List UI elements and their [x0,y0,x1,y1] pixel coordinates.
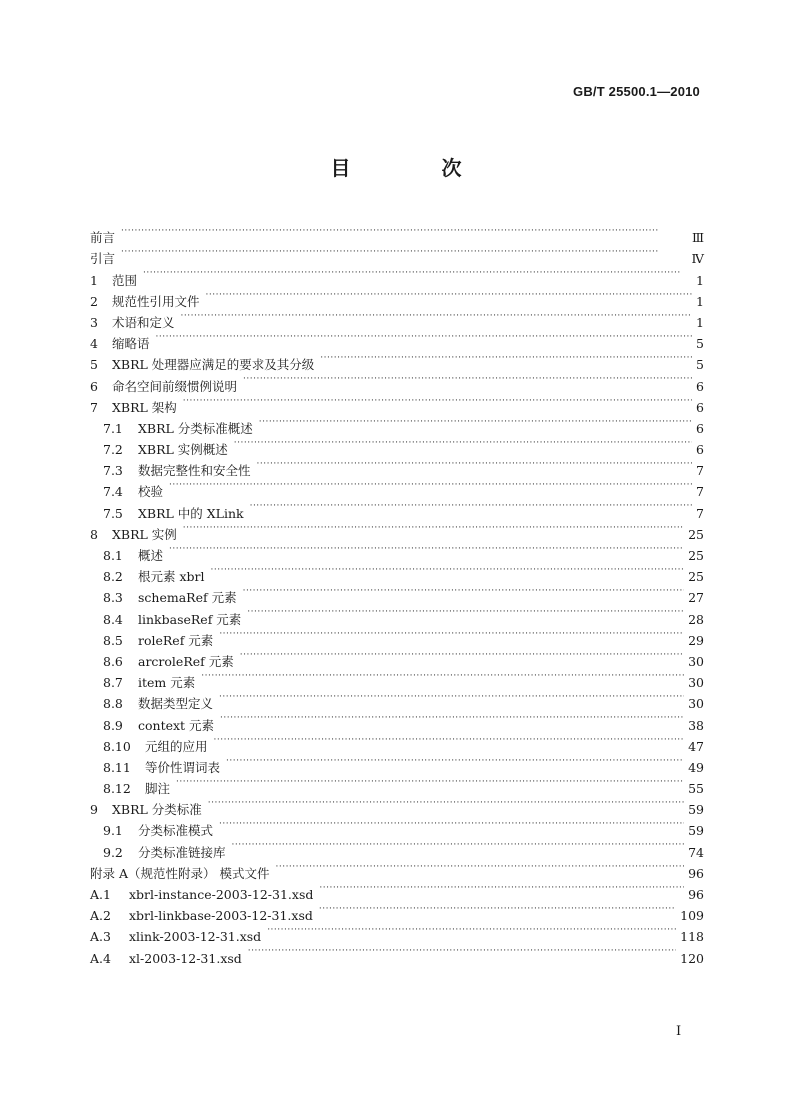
toc-entry-label: schemaRef 元素 [138,590,237,606]
toc-entry-page: 29 [688,632,704,648]
dot-leader [183,391,692,412]
dot-leader [243,581,685,602]
toc-entry-label: arcroleRef 元素 [138,653,234,669]
toc-entry-page: 96 [688,887,704,902]
toc-entry[interactable] [90,306,704,330]
toc-entry-label: XBRL 实例概述 [138,442,228,458]
toc-entry-label: 根元素 xbrl [138,569,205,585]
toc-entry-label: 概述 [138,548,164,563]
toc-entry[interactable] [90,793,704,818]
dot-leader [267,920,676,941]
toc-entry-label: XBRL 实例 [112,526,177,542]
toc-entry-label: 分类标准链接库 [138,844,226,860]
toc-entry-number: 9.1 [103,823,123,839]
toc-entry-number: 9 [90,802,98,818]
dot-leader [121,221,688,242]
toc-entry-page: 120 [680,950,704,966]
dot-leader [275,857,684,878]
toc-entry-label: 等价性谓词表 [145,759,221,775]
dot-leader [248,941,676,962]
toc-entry[interactable] [90,539,704,563]
toc-entry-page: 6 [696,420,704,436]
toc-entry-page: 59 [688,802,704,818]
toc-entry-number: 8.8 [103,696,123,712]
dot-leader [206,285,692,306]
toc-entry-label: 附录 A（规范性附录） 模式文件 [90,865,270,881]
toc-entry-label: 前言 [90,230,116,246]
toc-entry[interactable] [90,348,704,373]
toc-entry-page: 30 [688,696,704,712]
toc-entry-label: XBRL 处理器应满足的要求及其分级 [112,357,315,373]
toc-entry-number: A.1 [90,887,111,902]
toc-entry-number: 7.5 [103,505,123,521]
dot-leader [121,242,687,263]
toc-entry-page: 7 [696,484,704,500]
toc-entry-page: 5 [696,357,704,373]
toc-entry[interactable] [90,475,704,500]
dot-leader [143,263,692,284]
toc-entry-number: 4 [90,336,98,352]
toc-entry-number: 7.3 [103,463,123,479]
toc-entry-page: 38 [688,717,704,733]
toc-entry[interactable] [90,391,704,415]
toc-entry-page: 28 [688,611,704,627]
toc-entry-page: 55 [688,781,704,797]
toc-entry-page: 49 [688,759,704,775]
dot-leader [243,369,692,390]
toc-entry-number: 2 [90,293,98,309]
toc-title: 目 次 [330,156,504,180]
dot-leader [201,666,684,687]
dot-leader [240,645,684,666]
toc-entry-number: 8.4 [103,611,123,627]
toc-entry-number: 8.9 [103,717,123,733]
dot-leader [156,327,692,348]
toc-entry-label: XBRL 分类标准 [112,802,202,818]
dot-leader [208,793,684,814]
dot-leader [320,348,692,369]
toc-entry-page: 96 [688,865,704,881]
toc-entry-label: xbrl-instance-2003-12-31.xsd [129,887,314,902]
toc-entry-number: 8.5 [103,632,123,648]
toc-entry-number: 8.7 [103,675,123,691]
toc-entry-number: 3 [90,314,98,330]
toc-entry[interactable] [90,560,704,585]
toc-entry-page: 25 [688,569,704,585]
toc-entry[interactable] [90,772,704,797]
toc-entry-number: 7.1 [103,420,123,436]
toc-entry-label: 命名空间前缀惯例说明 [112,378,238,394]
toc-entry-label: 缩略语 [112,336,150,352]
dot-leader [219,624,684,645]
dot-leader [220,708,684,729]
toc-entry-number: 8.10 [103,738,131,754]
toc-entry-label: 校验 [138,484,164,500]
toc-entry[interactable] [90,496,704,521]
toc-entry-label: linkbaseRef 元素 [138,611,242,627]
dot-leader [257,454,692,475]
dot-leader [219,814,684,835]
toc-entry-page: 1 [696,314,704,330]
dot-leader [169,539,684,560]
toc-entry-page: 59 [688,823,704,839]
toc-entry-label: 引言 [90,251,116,267]
toc-entry-label: 规范性引用文件 [112,293,200,309]
toc-entry[interactable] [90,263,704,288]
toc-entry[interactable] [90,285,704,309]
toc-entry-label: context 元素 [138,717,215,733]
toc-entry-number: 8.2 [103,569,123,585]
toc-entry-number: A.2 [90,908,111,924]
toc-entry-number: 7.2 [103,442,123,458]
toc-entry-label: item 元素 [138,675,196,691]
toc-entry-page: 6 [696,399,704,415]
toc-entry-number: 1 [90,272,98,288]
toc-entry-page: Ⅳ [691,251,704,267]
toc-entry-label: 术语和定义 [112,314,175,330]
dot-leader [181,306,692,327]
table-of-contents [90,221,704,966]
page-folio: Ⅰ [676,1024,682,1039]
toc-entry-page: 6 [696,442,704,458]
toc-entry-number: 8 [90,526,98,542]
toc-entry-page: 30 [688,675,704,691]
toc-entry-page: 109 [680,908,704,924]
toc-entry-page: 7 [696,463,704,479]
toc-entry-number: 8.3 [103,590,123,606]
toc-entry[interactable] [90,327,704,352]
dot-leader [176,772,684,793]
toc-entry-number: 7 [90,399,98,415]
toc-entry-label: xbrl-linkbase-2003-12-31.xsd [129,908,313,924]
toc-entry-number: 8.1 [103,548,123,563]
toc-entry-number: 9.2 [103,844,123,860]
toc-entry-label: XBRL 分类标准概述 [138,420,253,436]
toc-entry-label: 数据完整性和安全性 [138,463,251,479]
toc-entry-page: 47 [688,738,704,754]
dot-leader [183,518,684,539]
toc-entry-page: 27 [688,590,704,606]
toc-entry-label: 分类标准模式 [138,823,214,839]
dot-leader [250,496,692,517]
dot-leader [214,730,685,751]
dot-leader [234,433,692,454]
toc-entry-page: 30 [688,653,704,669]
toc-entry-number: 8.6 [103,653,123,669]
toc-entry-page: 25 [688,526,704,542]
toc-entry-number: 5 [90,357,98,373]
toc-entry-number: 8.11 [103,759,131,775]
toc-entry-label: 范围 [112,272,138,288]
toc-entry-number: 6 [90,378,98,394]
toc-entry-number: A.4 [90,950,111,966]
dot-leader [247,602,684,623]
toc-entry[interactable] [90,242,704,267]
toc-entry-page: 6 [696,378,704,394]
toc-entry-number: 7.4 [103,484,123,500]
dot-leader [259,412,692,433]
toc-entry-page: 25 [688,548,704,563]
dot-leader [232,835,685,856]
toc-entry[interactable] [90,221,704,246]
toc-entry-label: 数据类型定义 [138,696,214,712]
toc-entry-label: xl-2003-12-31.xsd [129,950,242,966]
toc-entry-page: 74 [688,844,704,860]
toc-entry-label: XBRL 中的 XLink [138,505,244,521]
toc-entry-page: Ⅲ [691,230,704,246]
toc-entry-page: 7 [696,505,704,521]
dot-leader [319,878,684,899]
dot-leader [226,751,684,772]
toc-entry-label: XBRL 架构 [112,399,177,415]
toc-entry-label: roleRef 元素 [138,632,214,648]
toc-entry-page: 1 [696,293,704,309]
toc-entry-page: 1 [696,272,704,288]
toc-entry-page: 118 [680,929,704,945]
toc-entry-number: 8.12 [103,781,131,797]
dot-leader [211,560,685,581]
standard-code: GB/T 25500.1—2010 [573,84,700,99]
dot-leader [319,899,676,920]
toc-entry-number: A.3 [90,929,111,945]
toc-entry-label: 脚注 [145,781,171,797]
dot-leader [169,475,692,496]
toc-entry-page: 5 [696,336,704,352]
toc-entry-label: xlink-2003-12-31.xsd [129,929,262,945]
toc-entry[interactable] [90,518,704,542]
dot-leader [219,687,684,708]
toc-entry-label: 元组的应用 [145,738,208,754]
